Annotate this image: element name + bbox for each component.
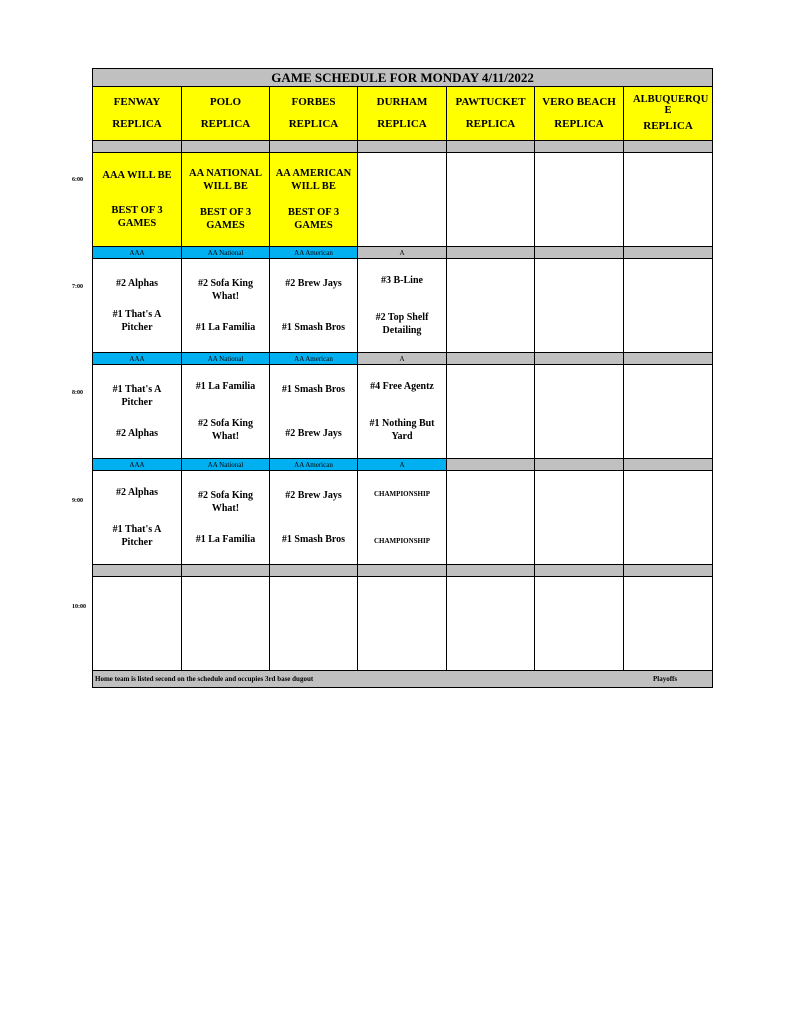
game-7-fenway: #2 Alphas #1 That's A Pitcher — [93, 259, 182, 353]
field-header-albuquerque: ALBUQUERQU E REPLICA — [624, 87, 713, 141]
empty-cell — [624, 577, 713, 671]
empty-cell — [535, 365, 624, 459]
empty-cell — [624, 471, 713, 565]
division-label: AA American — [270, 353, 358, 365]
empty-cell — [447, 471, 535, 565]
spacer-cell — [447, 247, 535, 259]
division-label: AA National — [182, 353, 270, 365]
empty-cell — [182, 577, 270, 671]
game-9-fenway: #2 Alphas #1 That's A Pitcher — [93, 471, 182, 565]
spacer-cell — [447, 141, 535, 153]
schedule-title: GAME SCHEDULE FOR MONDAY 4/11/2022 — [93, 69, 713, 87]
field-header-vero-beach: VERO BEACH REPLICA — [535, 87, 624, 141]
division-label: AA National — [182, 247, 270, 259]
empty-cell — [447, 259, 535, 353]
division-label: AA National — [182, 459, 270, 471]
slot-6-polo: AA NATIONAL WILL BE BEST OF 3 GAMES — [182, 153, 270, 247]
field-header-fenway: FENWAY REPLICA — [93, 87, 182, 141]
empty-cell — [624, 153, 713, 247]
field-header-polo: POLO REPLICA — [182, 87, 270, 141]
spacer-cell — [624, 247, 713, 259]
game-7-durham: #3 B-Line #2 Top Shelf Detailing — [358, 259, 447, 353]
spacer-cell — [535, 459, 624, 471]
spacer-cell — [535, 247, 624, 259]
empty-cell — [447, 577, 535, 671]
empty-cell — [535, 471, 624, 565]
spacer-cell — [624, 459, 713, 471]
game-7-forbes: #2 Brew Jays #1 Smash Bros — [270, 259, 358, 353]
slot-6-fenway: AAA WILL BE BEST OF 3 GAMES — [93, 153, 182, 247]
time-label-8: 8:00 — [72, 390, 83, 396]
division-label: AAA — [93, 247, 182, 259]
spacer-cell — [358, 565, 447, 577]
empty-cell — [624, 259, 713, 353]
field-header-durham: DURHAM REPLICA — [358, 87, 447, 141]
division-label: AA American — [270, 459, 358, 471]
division-label: A — [358, 459, 447, 471]
game-9-durham: CHAMPIONSHIP CHAMPIONSHIP — [358, 471, 447, 565]
division-label: A — [358, 353, 447, 365]
empty-cell — [447, 153, 535, 247]
schedule-table — [92, 68, 713, 688]
time-label-10: 10:00 — [72, 604, 86, 610]
game-8-fenway: #1 That's A Pitcher #2 Alphas — [93, 365, 182, 459]
game-9-polo: #2 Sofa King What! #1 La Familia — [182, 471, 270, 565]
spacer-cell — [93, 565, 182, 577]
division-label: AA American — [270, 247, 358, 259]
empty-cell — [93, 577, 182, 671]
spacer-cell — [270, 565, 358, 577]
division-label: AAA — [93, 353, 182, 365]
spacer-cell — [624, 565, 713, 577]
empty-cell — [358, 153, 447, 247]
spacer-cell — [447, 565, 535, 577]
spacer-cell — [447, 353, 535, 365]
spacer-cell — [93, 141, 182, 153]
spacer-cell — [535, 141, 624, 153]
spacer-cell — [182, 565, 270, 577]
home-team-note: Home team is listed second on the schedule and occupies 3rd base dugout — [95, 675, 314, 683]
spacer-cell — [358, 141, 447, 153]
empty-cell — [624, 365, 713, 459]
spacer-cell — [182, 141, 270, 153]
empty-cell — [447, 365, 535, 459]
empty-cell — [535, 153, 624, 247]
field-header-pawtucket: PAWTUCKET REPLICA — [447, 87, 535, 141]
spacer-cell — [535, 353, 624, 365]
spacer-cell — [624, 141, 713, 153]
game-7-polo: #2 Sofa King What! #1 La Familia — [182, 259, 270, 353]
game-8-polo: #1 La Familia #2 Sofa King What! — [182, 365, 270, 459]
playoffs-label: Playoffs — [653, 675, 678, 683]
game-8-forbes: #1 Smash Bros #2 Brew Jays — [270, 365, 358, 459]
spacer-cell — [270, 141, 358, 153]
spacer-cell — [624, 353, 713, 365]
empty-cell — [535, 259, 624, 353]
time-label-6: 6:00 — [72, 177, 83, 183]
game-9-forbes: #2 Brew Jays #1 Smash Bros — [270, 471, 358, 565]
footer-bar — [93, 671, 713, 688]
slot-6-forbes: AA AMERICAN WILL BE BEST OF 3 GAMES — [270, 153, 358, 247]
spacer-cell — [535, 565, 624, 577]
spacer-cell — [447, 459, 535, 471]
empty-cell — [358, 577, 447, 671]
division-label: A — [358, 247, 447, 259]
time-label-9: 9:00 — [72, 498, 83, 504]
empty-cell — [535, 577, 624, 671]
game-8-durham: #4 Free Agentz #1 Nothing But Yard — [358, 365, 447, 459]
empty-cell — [270, 577, 358, 671]
field-header-forbes: FORBES REPLICA — [270, 87, 358, 141]
time-label-7: 7:00 — [72, 284, 83, 290]
division-label: AAA — [93, 459, 182, 471]
